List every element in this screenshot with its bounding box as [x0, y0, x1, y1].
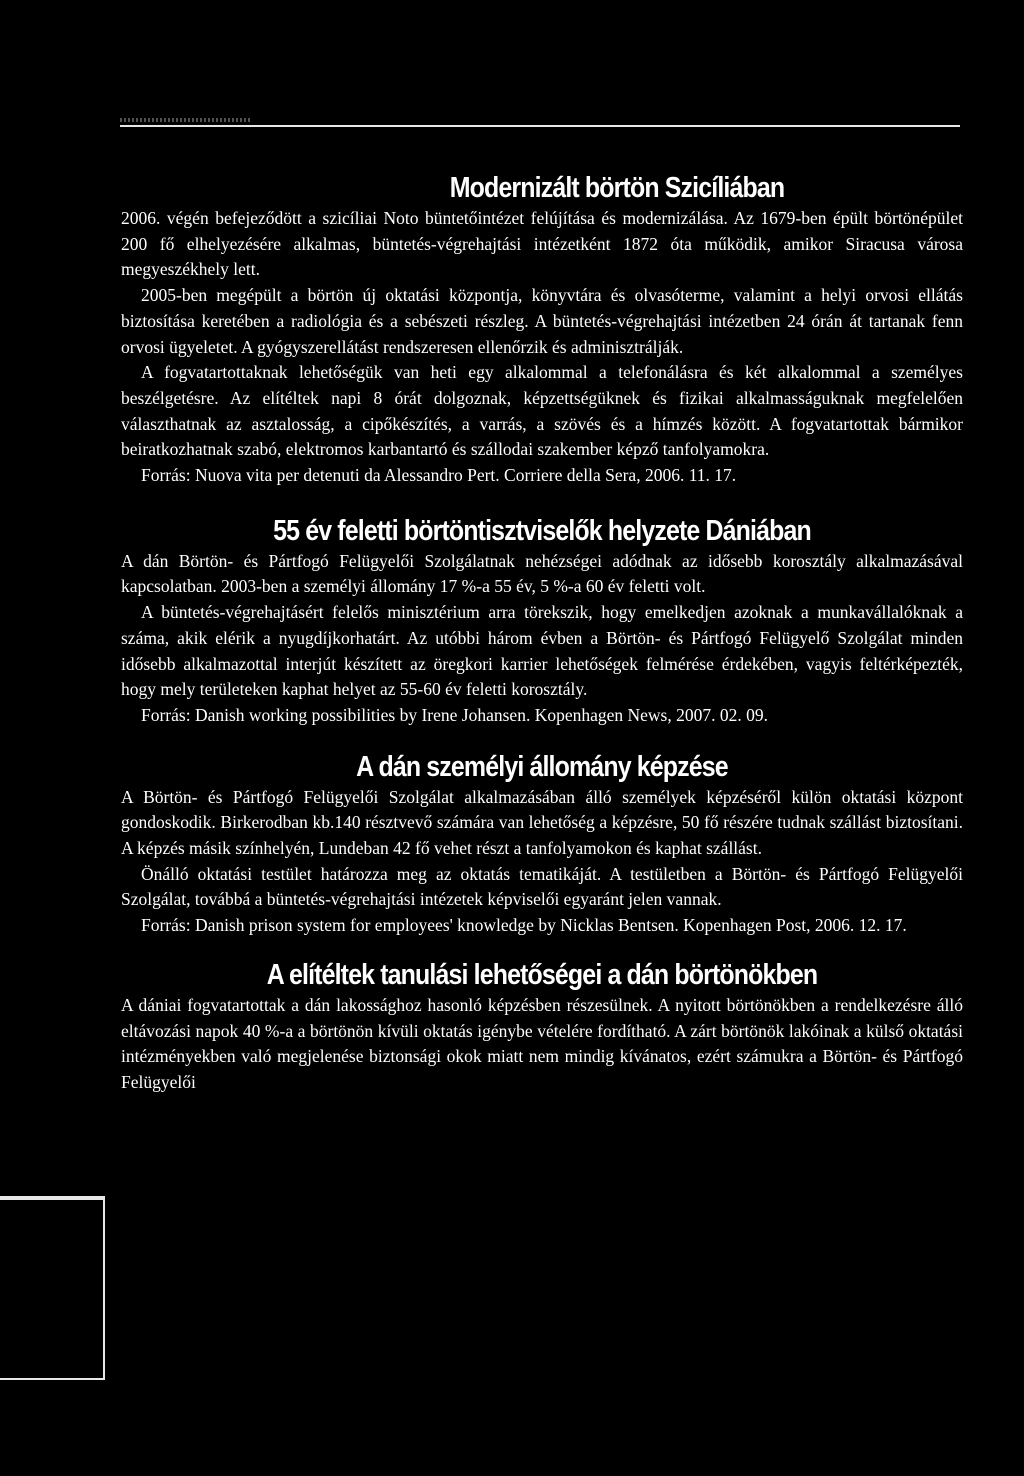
article-paragraph: 2005-ben megépült a börtön új oktatási központja, könyvtára és olvasóterme, valamint a helyi orvosi ellátás biztosítása keretében a radiológia és a sebészeti részleg. A büntetés-végrehajtási intézetben 24 órán át tartanak fenn orvosi ügyeletet. A gyógyszerellátást rendszeresen ellenőrzik és adminisztrálják. — [121, 285, 963, 357]
article-paragraph: A fogvatartottaknak lehetőségük van heti egy alkalommal a telefonálásra és két alkalommal a személyes beszélgetésre. Az elítéltek napi 8 órát dolgoznak, képzettségüknek és fizikai alkalmasságuknak megfelelően választhatnak az asztalosság, a cipőkészítés, a varrás, a szövés és a hímzés között. A fogvatartottak bármikor beiratkozhatnak szabó, elektromos karbantartó és szállodai szakember képző tanfolyamokra. — [121, 362, 963, 460]
article-denmark-training — [121, 749, 963, 939]
article-paragraph: A büntetés-végrehajtásért felelős minisztérium arra törekszik, hogy emelkedjen azoknak a munkavállalóknak a száma, akik elérik a nyugdíjkorhatárt. Az utóbbi három évben a Börtön- és Pártfogó Felügyelő Szolgálat minden idősebb alkalmazottal interjút készített az öregkori karrier lehetőségek felmérése érdekében, vagyis feltérképezték, hogy mely területeken kaphat helyet az 55-60 év feletti korosztály. — [121, 602, 963, 700]
article-paragraph: A dán Börtön- és Pártfogó Felügyelői Szolgálatnak nehézségei adódnak az idősebb korosztály alkalmazásával kapcsolatban. 2003-ben a személyi állomány 17 %-a 55 év, 5 %-a 60 év feletti volt. — [121, 550, 963, 597]
margin-box — [0, 1198, 105, 1380]
article-paragraph: A dániai fogvatartottak a dán lakossághoz hasonló képzésben részesülnek. A nyitott börtönökben a rendelkezésre álló eltávozási napok 40 %-a a börtönön kívüli oktatás igénybe vételére fordítható. A zárt börtönök lakóinak a külső oktatási intézményekben való megjelenése biztonsági okok miatt nem mindig kívánatos, ezért számukra a Börtön- és Pártfogó Felügyelői — [121, 994, 963, 1092]
header-rule — [120, 125, 960, 127]
article-denmark-inmate-education — [121, 957, 963, 1096]
scan-artifact — [120, 118, 250, 122]
article-source: Forrás: Danish working possibilities by Irene Johansen. Kopenhagen News, 2007. 02. 09. — [141, 704, 768, 725]
article-title: 55 év feletti börtöntisztviselők helyzete Dániában — [273, 514, 811, 547]
article-title: Modernizált börtön Szicíliában — [449, 172, 785, 204]
article-denmark-staff-age — [121, 513, 963, 729]
article-source: Forrás: Nuova vita per detenuti da Alessandro Pert. Corriere della Sera, 2006. 11. 17. — [141, 465, 737, 486]
article-paragraph: A Börtön- és Pártfogó Felügyelői Szolgálat alkalmazásában álló személyek képzéséről külön oktatási központ gondoskodik. Birkerodban kb.140 résztvevő számára van lehetőség a képzésre, 50 fő részére tudnak szállást biztosítani. A képzés másik színhelyén, Lundeban 42 fő vehet részt a tanfolyamokon és kaphat szállást. — [121, 786, 963, 859]
page-body — [121, 170, 963, 1096]
article-title: A dán személyi állomány képzése — [356, 750, 728, 783]
article-title: A elítéltek tanulási lehetőségei a dán börtönökben — [266, 958, 818, 991]
article-sicily — [121, 170, 963, 489]
article-paragraph: 2006. végén befejeződött a szicíliai Noto büntetőintézet felújítása és modernizálása. Az 1679-ben épült börtönépület 200 fő elhelyezésére alkalmas, büntetés-végrehajtási intézetként 1872 óta működik, amikor Siracusa városa megyeszékhely lett. — [121, 208, 963, 280]
article-paragraph: Önálló oktatási testület határozza meg az oktatás tematikáját. A testületben a Börtön- és Pártfogó Felügyelői Szolgálat, továbbá a büntetés-végrehajtási intézetek képviselői egyaránt jelen vannak. — [121, 863, 963, 910]
article-source: Forrás: Danish prison system for employees' knowledge by Nicklas Bentsen. Kopenhagen Post, 2006. 12. 17. — [141, 915, 907, 936]
